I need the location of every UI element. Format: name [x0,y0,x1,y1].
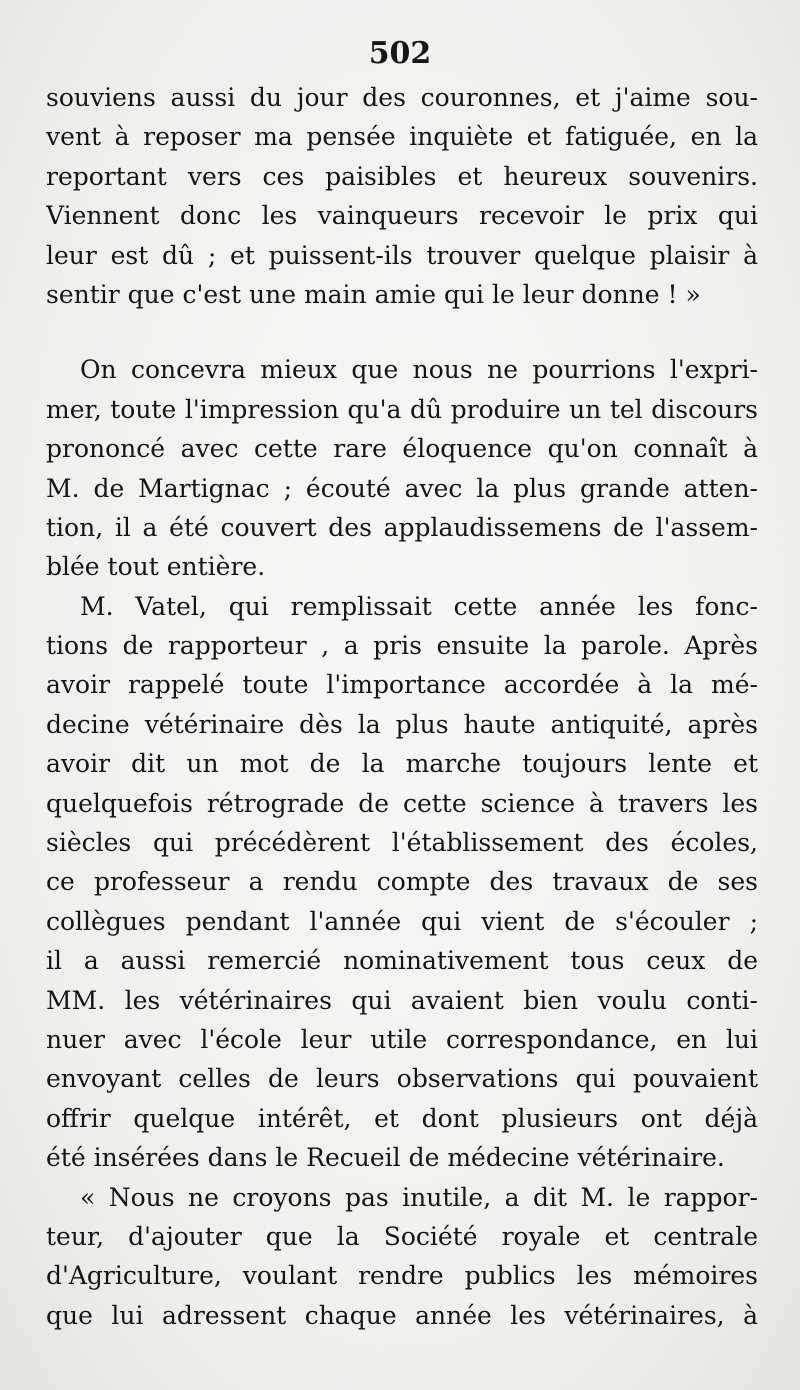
text-line: d'Agriculture, voulant rendre publics les mémoires [46,1261,758,1291]
text-line: avoir dit un mot de la marche toujours lente et [46,749,758,779]
paragraph-vatel-report [46,587,758,1178]
text-line: reportant vers ces paisibles et heureux souvenirs. [46,161,758,191]
text-line: blée tout entière. [46,552,266,582]
text-line: M. Vatel, qui remplissait cette année les fonc- [80,591,758,621]
text-line: tions de rapporteur , a pris ensuite la parole. Après [46,631,758,661]
body-text [46,78,758,1335]
text-line: teur, d'ajouter que la Société royale et centrale [46,1221,758,1251]
text-line: mer, toute l'impression qu'a dû produire un tel discours [46,394,758,424]
text-line: offrir quelque intérêt, et dont plusieurs ont déjà [46,1103,758,1133]
text-line: envoyant celles de leurs observations qui pouvaient [46,1064,758,1094]
text-line: avoir rappelé toute l'importance accordée à la mé- [46,670,758,700]
text-line: ce professeur a rendu compte des travaux de ses [46,867,758,897]
paragraph-gap [46,314,758,350]
text-line: prononcé avec cette rare éloquence qu'on connaît à [46,434,758,464]
text-line: decine vétérinaire dès la plus haute antiquité, après [46,709,758,739]
text-line: siècles qui précédèrent l'établissement des écoles, [46,828,758,858]
text-line: quelquefois rétrograde de cette science à travers les [46,788,758,818]
text-line: souviens aussi du jour des couronnes, et j'aime sou- [46,83,758,112]
text-line: On concevra mieux que nous ne pourrions l'expri- [80,355,758,385]
text-line: MM. les vétérinaires qui avaient bien voulu conti- [46,985,758,1015]
text-line: collègues pendant l'année qui vient de s'écouler ; [46,906,758,936]
text-line: tion, il a été couvert des applaudissemens de l'assem- [46,512,758,542]
paragraph-speech-ending [46,78,758,314]
text-line: « Nous ne croyons pas inutile, a dit M. le rappor- [80,1182,758,1212]
text-line: sentir que c'est une main amie qui le leur donne ! » [46,279,701,309]
text-line: nuer avec l'école leur utile correspondance, en lui [46,1024,758,1054]
text-line: M. de Martignac ; écouté avec la plus grande atten- [46,473,758,503]
text-line: Viennent donc les vainqueurs recevoir le prix qui [46,201,758,231]
paragraph-rapporteur-quote [46,1178,758,1336]
text-line: été insérées dans le Recueil de médecine vétérinaire. [46,1143,725,1173]
text-line: il a aussi remercié nominativement tous ceux de [46,946,758,976]
paragraph-reception [46,350,758,586]
text-line: vent à reposer ma pensée inquiète et fatiguée, en la [46,122,758,152]
text-line: que lui adressent chaque année les vétérinaires, à [46,1300,758,1330]
text-line: leur est dû ; et puissent-ils trouver quelque plaisir à [46,240,758,270]
page-number: 502 [368,36,432,71]
